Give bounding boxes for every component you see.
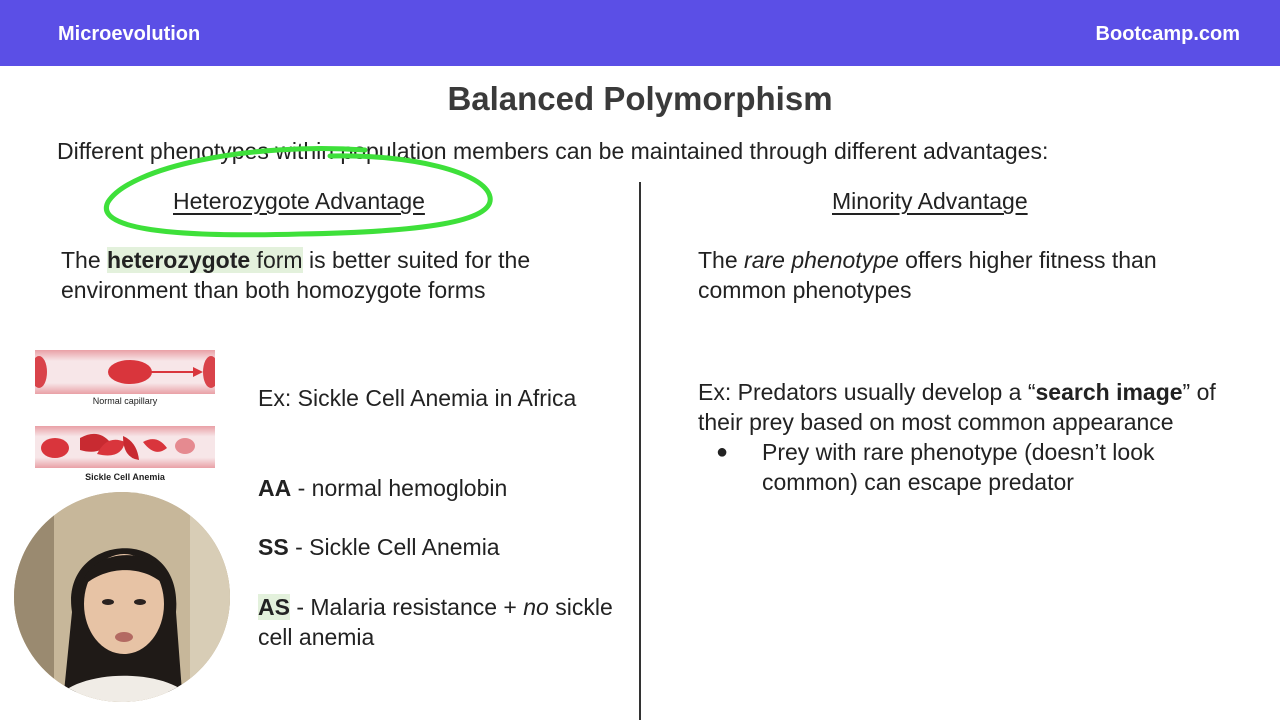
desc-text-rest: is better suited for the environment than both homozygote forms — [61, 247, 531, 303]
slide-subtitle: Different phenotypes within population members can be maintained through different advantages: — [57, 138, 1049, 164]
sickle-cell-example: Ex: Sickle Cell Anemia in Africa — [258, 385, 577, 411]
desc-text: The — [61, 247, 108, 273]
slide-title: Balanced Polymorphism — [447, 80, 833, 117]
genotype-code: SS — [258, 534, 289, 560]
normal-capillary-image — [35, 348, 215, 396]
genotype-code: AS — [258, 594, 290, 620]
predator-example — [698, 377, 1258, 437]
genotype-aa — [258, 473, 507, 503]
genotype-text: - normal hemoglobin — [291, 475, 508, 501]
example-bold-search-image: search image — [1035, 379, 1183, 405]
desc-italic-rare-phenotype: rare phenotype — [744, 247, 899, 273]
genotype-ss — [258, 532, 500, 562]
heterozygote-description — [61, 245, 581, 305]
column-divider — [639, 182, 641, 720]
genotype-tail: sickle cell anemia — [258, 594, 613, 650]
minority-description — [698, 245, 1218, 305]
example-text: Ex: Predators usually develop a “ — [698, 379, 1036, 405]
sickle-cell-label: Sickle Cell Anemia — [85, 472, 165, 482]
genotype-code: AA — [258, 475, 292, 501]
bullet-rare-phenotype: Prey with rare phenotype (doesn’t look common) can escape predator — [762, 439, 1155, 495]
course-title: Microevolution — [58, 23, 201, 45]
desc-bold-heterozygote: heterozygote — [107, 247, 251, 273]
example-text-rest: ” of their prey based on most common appearance — [698, 379, 1216, 435]
desc-highlight: form — [250, 247, 303, 273]
sickle-cell-image — [35, 424, 215, 470]
header-bar — [0, 0, 1280, 66]
presenter-webcam — [14, 492, 230, 702]
brand-name: Bootcamp.com — [1095, 23, 1240, 45]
bullet-icon: ● — [716, 441, 729, 463]
presenter-illustration — [14, 492, 230, 702]
desc-text: The — [698, 247, 745, 273]
genotype-italic: no — [523, 594, 549, 620]
minority-advantage-heading: Minority Advantage — [832, 188, 1028, 214]
genotype-as — [258, 592, 618, 652]
desc-text-rest: offers higher fitness than common phenotypes — [698, 247, 1157, 303]
genotype-text: - Malaria resistance + — [289, 594, 524, 620]
normal-capillary-label: Normal capillary — [92, 396, 158, 406]
genotype-text: - Sickle Cell Anemia — [288, 534, 500, 560]
heterozygote-advantage-heading: Heterozygote Advantage — [173, 188, 425, 214]
